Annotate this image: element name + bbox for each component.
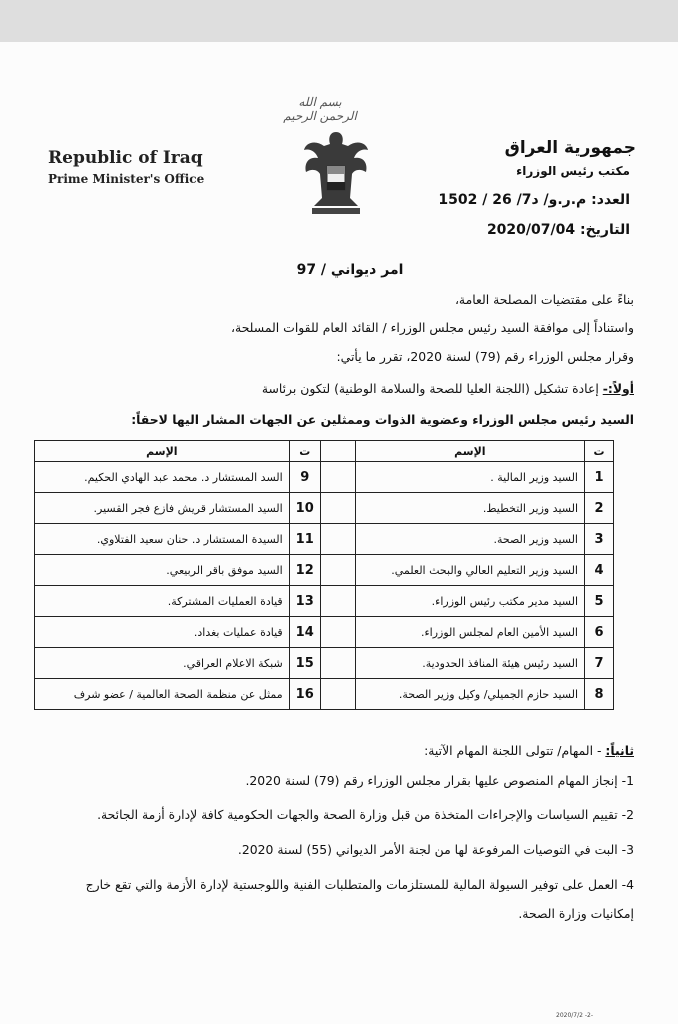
- table-row: [35, 462, 614, 493]
- row-number: 6: [585, 617, 614, 648]
- members-table: [34, 440, 614, 710]
- member-name: قيادة عمليات بغداد.: [35, 617, 290, 648]
- order-title: امر ديواني / 97: [296, 262, 404, 278]
- row-number: 3: [585, 524, 614, 555]
- member-name: السيد المستشار قريش فازع فجر القسير.: [35, 493, 290, 524]
- row-number: 12: [289, 555, 320, 586]
- header-number: ت: [585, 441, 614, 462]
- document-date: التاريخ: 2020/07/04: [486, 222, 630, 238]
- top-bar: [0, 0, 678, 42]
- page-footer: 2020/7/2 -2-: [556, 1012, 594, 1019]
- arabic-title: جمهورية العراق: [504, 138, 636, 158]
- row-number: 5: [585, 586, 614, 617]
- table-row: [35, 524, 614, 555]
- table-gap: [320, 586, 355, 617]
- table-gap: [320, 462, 355, 493]
- member-name: السيد مدير مكتب رئيس الوزراء.: [355, 586, 584, 617]
- member-name: السيد وزير التخطيط.: [355, 493, 584, 524]
- table-row: [35, 493, 614, 524]
- table-gap: [320, 555, 355, 586]
- table-row: [35, 617, 614, 648]
- row-number: 4: [585, 555, 614, 586]
- row-number: 14: [289, 617, 320, 648]
- task-item: 3- البت في التوصيات المرفوعة لها من لجنة الأمر الديواني (55) لسنة 2020.: [237, 842, 634, 857]
- intro-line-5: السيد رئيس مجلس الوزراء وعضوية الذوات وممثلين عن الجهات المشار اليها لاحقاً:: [131, 412, 634, 427]
- member-name: السد المستشار د. محمد عبد الهادي الحكيم.: [35, 462, 290, 493]
- second-clause-label: ثانياً:: [605, 743, 634, 758]
- row-number: 2: [585, 493, 614, 524]
- table-gap: [320, 679, 355, 710]
- row-number: 13: [289, 586, 320, 617]
- task-item: 2- تقييم السياسات والإجراءات المتخذة من قبل وزارة الصحة والجهات الحكومية كافة لإدارة أزمة الجائحة.: [97, 807, 634, 822]
- member-name: ممثل عن منظمة الصحة العالمية / عضو شرف: [35, 679, 290, 710]
- member-name: قيادة العمليات المشتركة.: [35, 586, 290, 617]
- row-number: 11: [289, 524, 320, 555]
- intro-line-1: بناءً على مقتضيات المصلحة العامة،: [454, 292, 634, 307]
- member-name: السيد وزير المالية .: [355, 462, 584, 493]
- row-number: 16: [289, 679, 320, 710]
- table-header-row: [35, 441, 614, 462]
- bismillah-calligraphy: بسم الله الرحمن الرحيم: [283, 95, 357, 123]
- task-item: 1- إنجاز المهام المنصوص عليها بقرار مجلس الوزراء رقم (79) لسنة 2020.: [245, 773, 634, 788]
- header-name: الإسم: [35, 441, 290, 462]
- arabic-subtitle: مكتب رئيس الوزراء: [516, 164, 630, 178]
- second-clause-text: - المهام/ تتولى اللجنة المهام الآتية:: [424, 743, 606, 758]
- english-subtitle: Prime Minister's Office: [48, 172, 205, 186]
- table-gap: [320, 617, 355, 648]
- second-clause: [424, 743, 634, 758]
- row-number: 10: [289, 493, 320, 524]
- intro-line-3: وقرار مجلس الوزراء رقم (79) لسنة 2020، تقرر ما يأتي:: [336, 349, 634, 364]
- row-number: 15: [289, 648, 320, 679]
- member-name: السيد موفق باقر الربيعي.: [35, 555, 290, 586]
- member-name: السيد حازم الجميلي/ وكيل وزير الصحة.: [355, 679, 584, 710]
- first-clause-text: إعادة تشكيل (اللجنة العليا للصحة والسلامة الوطنية) لتكون برئاسة: [261, 381, 603, 396]
- table-row: [35, 679, 614, 710]
- header-number: ت: [289, 441, 320, 462]
- first-clause-label: أولاً:-: [602, 381, 634, 396]
- member-name: السيد الأمين العام لمجلس الوزراء.: [355, 617, 584, 648]
- header-name: الإسم: [355, 441, 584, 462]
- row-number: 9: [289, 462, 320, 493]
- table-gap: [320, 648, 355, 679]
- eagle-emblem-icon: [300, 128, 372, 220]
- reference-number: العدد: م.ر.و/ د7/ 26 / 1502: [438, 192, 630, 208]
- member-name: السيد رئيس هيئة المنافذ الحدودية.: [355, 648, 584, 679]
- member-name: السيدة المستشار د. حنان سعيد الفتلاوي.: [35, 524, 290, 555]
- table-gap: [320, 441, 355, 462]
- member-name: شبكة الاعلام العراقي.: [35, 648, 290, 679]
- first-clause: [40, 381, 634, 396]
- table-row: [35, 555, 614, 586]
- row-number: 7: [585, 648, 614, 679]
- task-item: 4- العمل على توفير السيولة المالية للمستلزمات والمتطلبات الفنية واللوجستية لإدارة الأزمة والتي تقع خارج: [85, 877, 634, 892]
- row-number: 8: [585, 679, 614, 710]
- english-title: Republic of Iraq: [48, 148, 203, 168]
- table-row: [35, 586, 614, 617]
- member-name: السيد وزير الصحة.: [355, 524, 584, 555]
- table-gap: [320, 524, 355, 555]
- table-row: [35, 648, 614, 679]
- member-name: السيد وزير التعليم العالي والبحث العلمي.: [355, 555, 584, 586]
- intro-line-2: واستناداً إلى موافقة السيد رئيس مجلس الوزراء / القائد العام للقوات المسلحة،: [231, 320, 634, 335]
- table-gap: [320, 493, 355, 524]
- task-item-continued: إمكانيات وزارة الصحة.: [518, 906, 634, 921]
- row-number: 1: [585, 462, 614, 493]
